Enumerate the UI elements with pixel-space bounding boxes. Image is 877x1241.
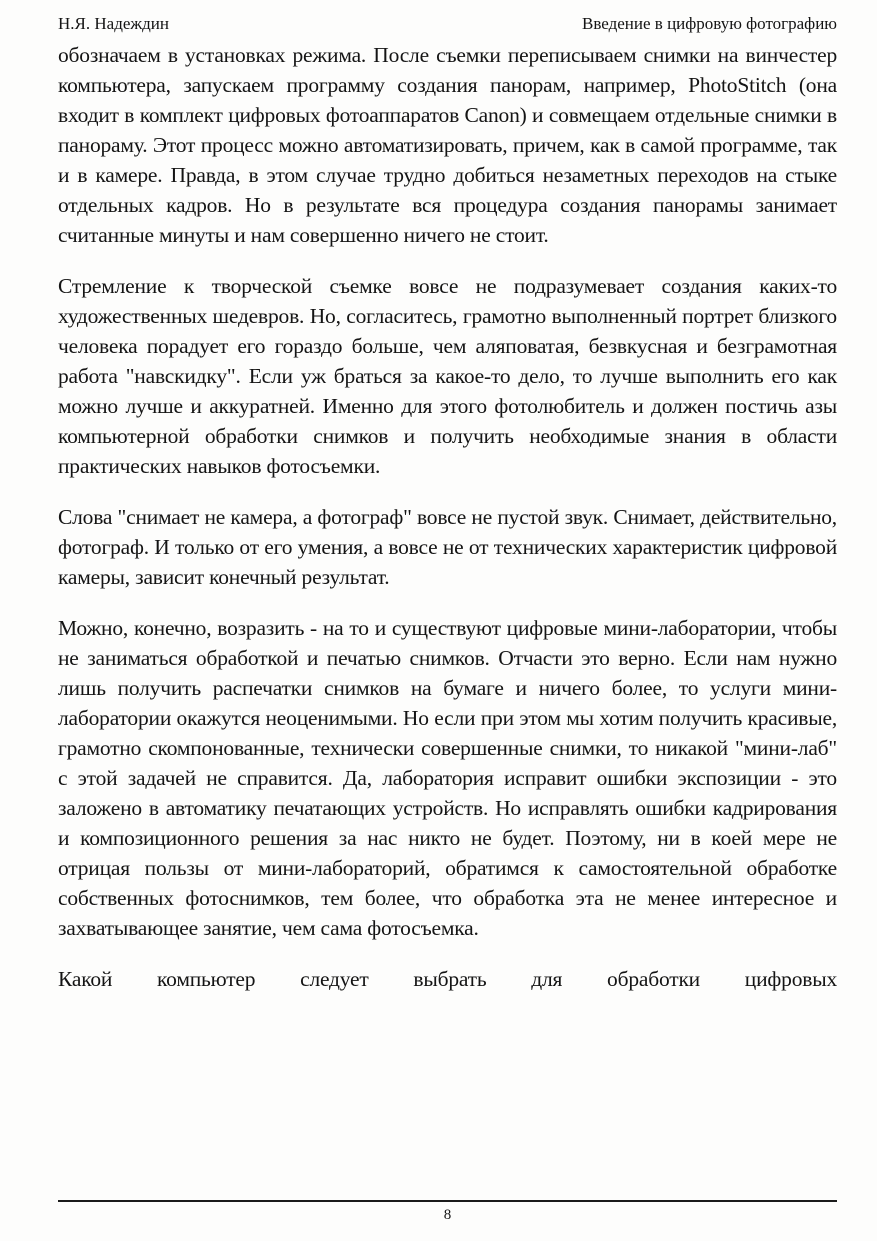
header-book-title: Введение в цифровую фотографию	[582, 14, 837, 33]
body-text	[58, 40, 837, 994]
paragraph-mini-labs: Можно, конечно, возразить - на то и существуют цифровые мини-лаборатории, чтобы не заниматься обработкой и печатью снимков. Отчасти это верно. Если нам нужно лишь получить распечатки снимков на бумаге и ничего более, то услуги мини-лаборатории окажутся неоценимыми. Но если при этом мы хотим получить красивые, грамотно скомпонованные, технически совершенные снимки, то никакой "мини-лаб" с этой задачей не справится. Да, лаборатория исправит ошибки экспозиции - это заложено в автоматику печатающих устройств. Но исправлять ошибки кадрирования и композиционного решения за нас никто не будет. Поэтому, ни в коей мере не отрицая пользы от мини-лабораторий, обратимся к самостоятельной обработке собственных фотоснимков, тем более, что обработка эта не менее интересное и захватывающее занятие, чем сама фотосъемка.	[58, 616, 837, 940]
page-number: 8	[443, 1207, 452, 1223]
paragraph-photographer-not-camera: Слова "снимает не камера, а фотограф" вовсе не пустой звук. Снимает, действительно, фотограф. И только от его умения, а вовсе не от технических характеристик цифровой камеры, зависит конечный результат.	[58, 505, 837, 589]
page-footer	[58, 1200, 837, 1224]
paragraph-panorama-continuation: обозначаем в установках режима. После съемки переписываем снимки на винчестер компьютера, запускаем программу создания панорам, например, PhotoStitch (она входит в комплект цифровых фотоаппаратов Canon) и совмещаем отдельные снимки в панораму. Этот процесс можно автоматизировать, причем, как в самой программе, так и в камере. Правда, в этом случае трудно добиться незаметных переходов на стыке отдельных кадров. Но в результате вся процедура создания панорамы занимает считанные минуты и нам совершенно ничего не стоит.	[58, 43, 837, 247]
footer-divider	[58, 1200, 837, 1202]
running-header	[58, 14, 837, 34]
paragraph-which-computer: Какой компьютер следует выбрать для обработки цифровых	[58, 967, 837, 991]
paragraph-creative-shooting: Стремление к творческой съемке вовсе не подразумевает создания каких-то художественных шедевров. Но, согласитесь, грамотно выполненный портрет близкого человека порадует его гораздо больше, чем аляповатая, безвкусная и безграмотная работа "навскидку". Если уж браться за какое-то дело, то лучше выполнить его как можно лучше и аккуратней. Именно для этого фотолюбитель и должен постичь азы компьютерной обработки снимков и получить необходимые знания в области практических навыков фотосъемки.	[58, 274, 837, 478]
header-author: Н.Я. Надеждин	[58, 14, 169, 33]
